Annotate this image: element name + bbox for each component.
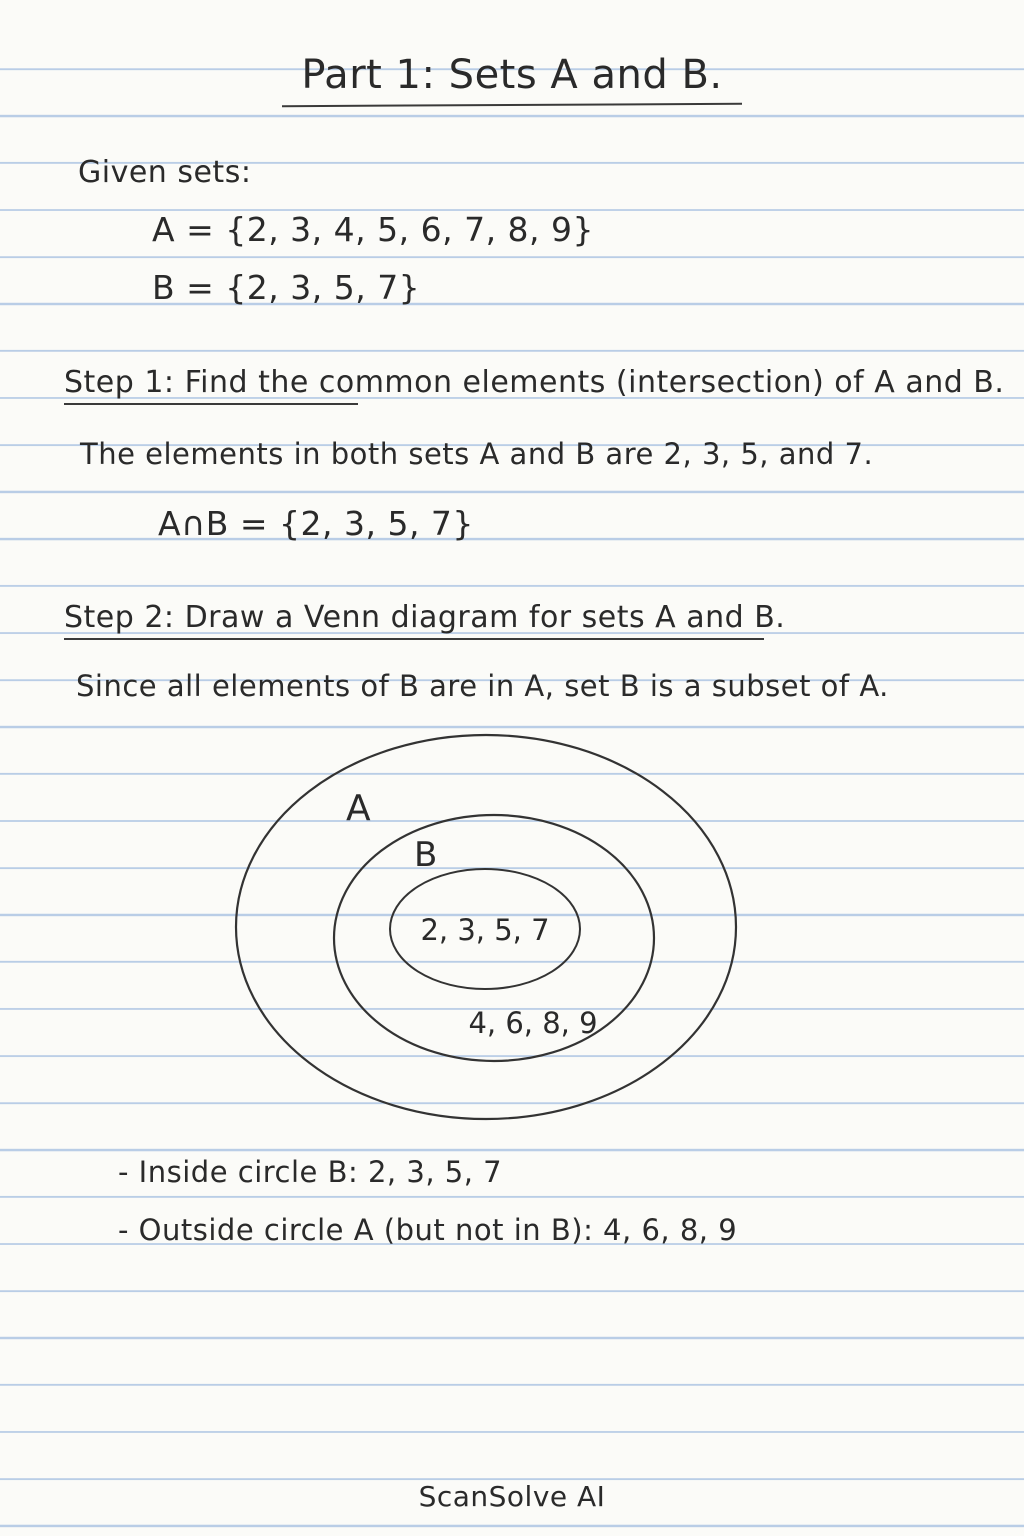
note-inside-b: - Inside circle B: 2, 3, 5, 7 bbox=[118, 1155, 503, 1189]
step2-heading: Step 2: Draw a Venn diagram for sets A and B. bbox=[64, 600, 786, 635]
step1-heading: Step 1: Find the common elements (intersection) of A and B. bbox=[64, 365, 1005, 400]
inner-values: 2, 3, 5, 7 bbox=[420, 913, 550, 947]
set-b-definition: B = {2, 3, 5, 7} bbox=[152, 268, 421, 307]
set-a-definition: A = {2, 3, 4, 5, 6, 7, 8, 9} bbox=[152, 210, 595, 249]
label-b: B bbox=[414, 835, 438, 875]
step2-text: Since all elements of B are in A, set B is a subset of A. bbox=[76, 669, 889, 703]
intersection-result: A∩B = {2, 3, 5, 7} bbox=[158, 504, 474, 543]
outer-values: 4, 6, 8, 9 bbox=[468, 1006, 598, 1040]
step1-text: The elements in both sets A and B are 2, 3, 5, and 7. bbox=[80, 437, 874, 471]
note-outside-b: - Outside circle A (but not in B): 4, 6, 8, 9 bbox=[118, 1213, 738, 1247]
label-a: A bbox=[346, 788, 371, 829]
page-title: Part 1: Sets A and B. bbox=[301, 52, 723, 98]
given-heading: Given sets: bbox=[78, 155, 252, 190]
footer-brand: ScanSolve AI bbox=[418, 1480, 606, 1513]
